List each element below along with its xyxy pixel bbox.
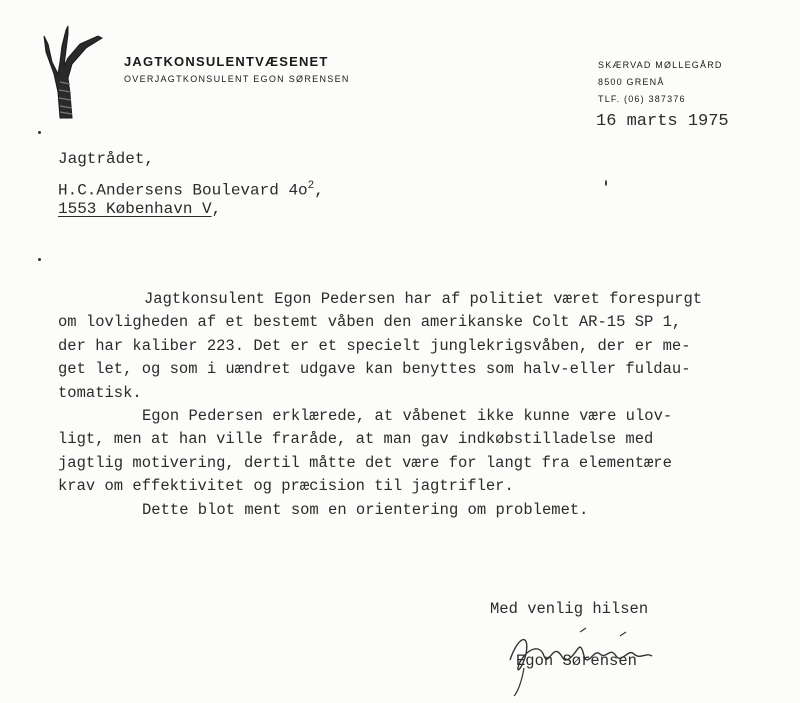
letter-date: 16 marts 1975: [596, 112, 729, 131]
body-line: get let, og som i uændret udgave kan benyttes som halv-eller fuldau-: [58, 360, 691, 379]
sender-postcode-line: 8500 GRENÅ: [598, 77, 665, 87]
recipient-city-text: 1553 København V: [58, 200, 212, 218]
body-line: om lovligheden af et bestemt våben den amerikanske Colt AR-15 SP 1,: [58, 313, 682, 332]
antler-logo-icon: [36, 22, 106, 122]
letter-body: [58, 288, 788, 522]
scan-speck: [605, 180, 607, 186]
recipient-street-text: H.C.Andersens Boulevard 4o: [58, 181, 308, 200]
organization-name: JAGTKONSULENTVÆSENET: [124, 54, 329, 69]
scan-speck: [38, 258, 41, 261]
body-line: Egon Pedersen erklærede, at våbenet ikke kunne være ulov-: [142, 407, 673, 426]
body-line: Jagtkonsulent Egon Pedersen har af politiet været forespurgt: [144, 290, 703, 308]
organization-subtitle: OVERJAGTKONSULENT EGON SØRENSEN: [124, 74, 350, 84]
closing-salutation: Med venlig hilsen: [490, 600, 649, 618]
recipient-city: [58, 200, 221, 218]
body-line: Dette blot ment som en orientering om problemet.: [142, 500, 589, 519]
sender-phone-line: TLF. (06) 387376: [598, 94, 686, 104]
sender-address-line: SKÆRVAD MØLLEGÅRD: [598, 60, 723, 70]
signer-name: Egon Sørensen: [516, 652, 637, 670]
body-line: tomatisk.: [58, 383, 142, 402]
recipient-city-comma: ,: [211, 200, 222, 218]
body-line: ligt, men at han ville fraråde, at man gav indkøbstilladelse med: [58, 430, 654, 449]
body-line: krav om effektivitet og præcision til jagtrifler.: [58, 477, 514, 496]
body-line: der har kaliber 223. Det er et specielt junglekrigsvåben, der er me-: [58, 336, 691, 355]
recipient-street-comma: ,: [314, 181, 324, 200]
body-line: jagtlig motivering, dertil måtte det være for langt fra elementære: [58, 453, 672, 472]
recipient-name: Jagtrådet,: [58, 150, 155, 168]
scan-speck: [38, 131, 41, 134]
recipient-street: [58, 180, 324, 199]
recipient-street-superscript: 2: [307, 180, 315, 192]
